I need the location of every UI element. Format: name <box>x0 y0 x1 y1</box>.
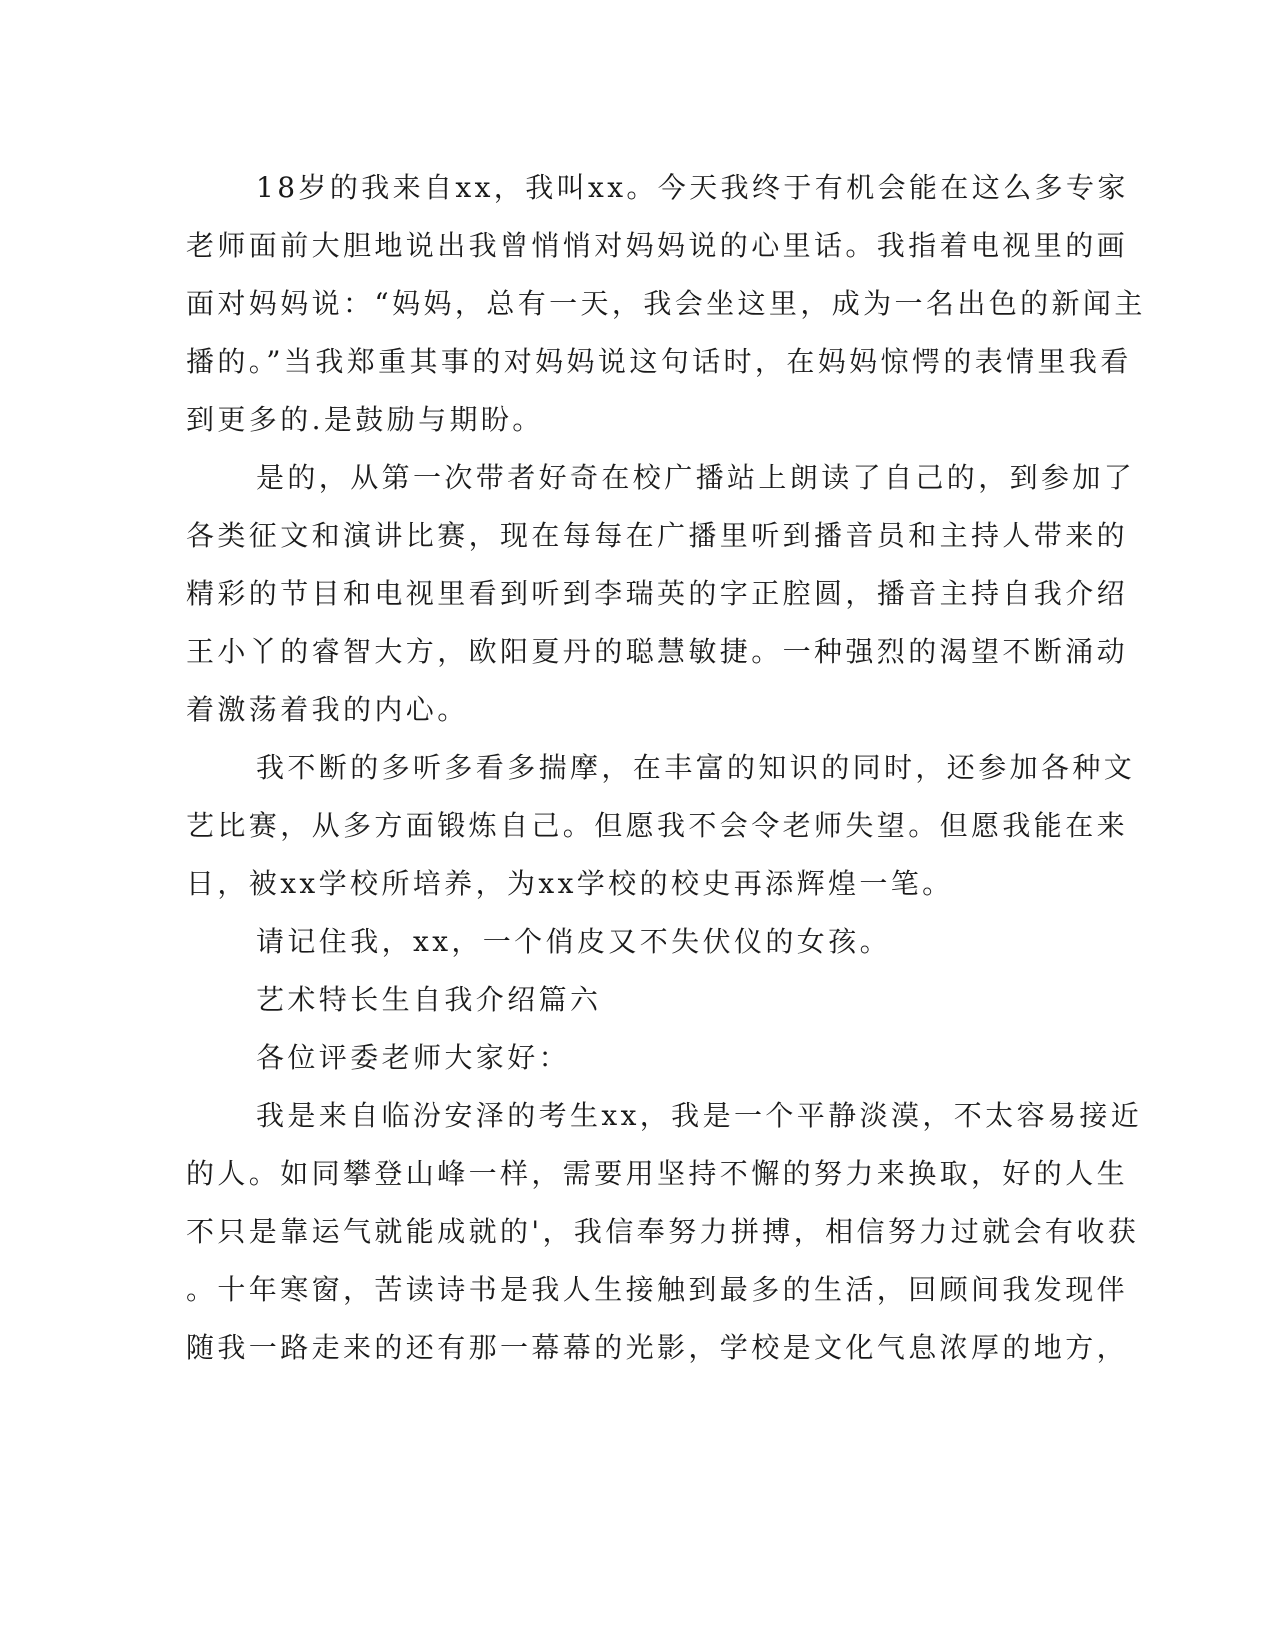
text-line: 。十年寒窗，苦读诗书是我人生接触到最多的生活，回顾间我发现伴 <box>186 1273 1129 1306</box>
section-heading <box>186 971 1056 1029</box>
text-line: 面对妈妈说：“妈妈，总有一天，我会坐这里，成为一名出色的新闻主 <box>186 287 1146 320</box>
text-line: 日，被xx学校所培养，为xx学校的校史再添辉煌一笔。 <box>186 867 954 900</box>
greeting <box>186 1029 1056 1087</box>
paragraph-2 <box>186 449 1136 739</box>
text-line: 我是来自临汾安泽的考生xx，我是一个平静淡漠，不太容易接近 <box>256 1099 1143 1132</box>
paragraph-3 <box>186 739 1136 913</box>
text-line: 的人。如同攀登山峰一样，需要用坚持不懈的努力来换取，好的人生 <box>186 1157 1129 1190</box>
text-line: 请记住我，xx，一个俏皮又不失伏仪的女孩。 <box>256 925 891 958</box>
section-title: 艺术特长生自我介绍篇六 <box>256 983 602 1016</box>
text-line: 到更多的.是鼓励与期盼。 <box>186 403 544 436</box>
document-body <box>186 159 1146 1377</box>
text-line: 各类征文和演讲比赛，现在每每在广播里听到播音员和主持人带来的 <box>186 519 1129 552</box>
text-line: 着激荡着我的内心。 <box>186 693 469 726</box>
text-line: 老师面前大胆地说出我曾悄悄对妈妈说的心里话。我指着电视里的画 <box>186 229 1129 262</box>
text-line: 我不断的多听多看多揣摩，在丰富的知识的同时，还参加各种文 <box>256 751 1136 784</box>
text-line: 精彩的节目和电视里看到听到李瑞英的字正腔圆，播音主持自我介绍 <box>186 577 1129 610</box>
text-line: 18岁的我来自xx，我叫xx。今天我终于有机会能在这么多专家 <box>256 171 1129 204</box>
text-line: 随我一路走来的还有那一幕幕的光影，学校是文化气息浓厚的地方， <box>186 1331 1129 1364</box>
text-line: 各位评委老师大家好： <box>256 1041 571 1074</box>
paragraph-4 <box>186 913 1056 971</box>
text-line: 播的。”当我郑重其事的对妈妈说这句话时，在妈妈惊愕的表情里我看 <box>186 345 1132 378</box>
text-line: 不只是靠运气就能成就的'，我信奉努力拼搏，相信努力过就会有收获 <box>186 1215 1140 1248</box>
paragraph-1 <box>186 159 1146 449</box>
text-line: 艺比赛，从多方面锻炼自己。但愿我不会令老师失望。但愿我能在来 <box>186 809 1129 842</box>
text-line: 王小丫的睿智大方，欧阳夏丹的聪慧敏捷。一种强烈的渴望不断涌动 <box>186 635 1129 668</box>
text-line: 是的，从第一次带者好奇在校广播站上朗读了自己的，到参加了 <box>256 461 1136 494</box>
paragraph-7 <box>186 1087 1143 1377</box>
